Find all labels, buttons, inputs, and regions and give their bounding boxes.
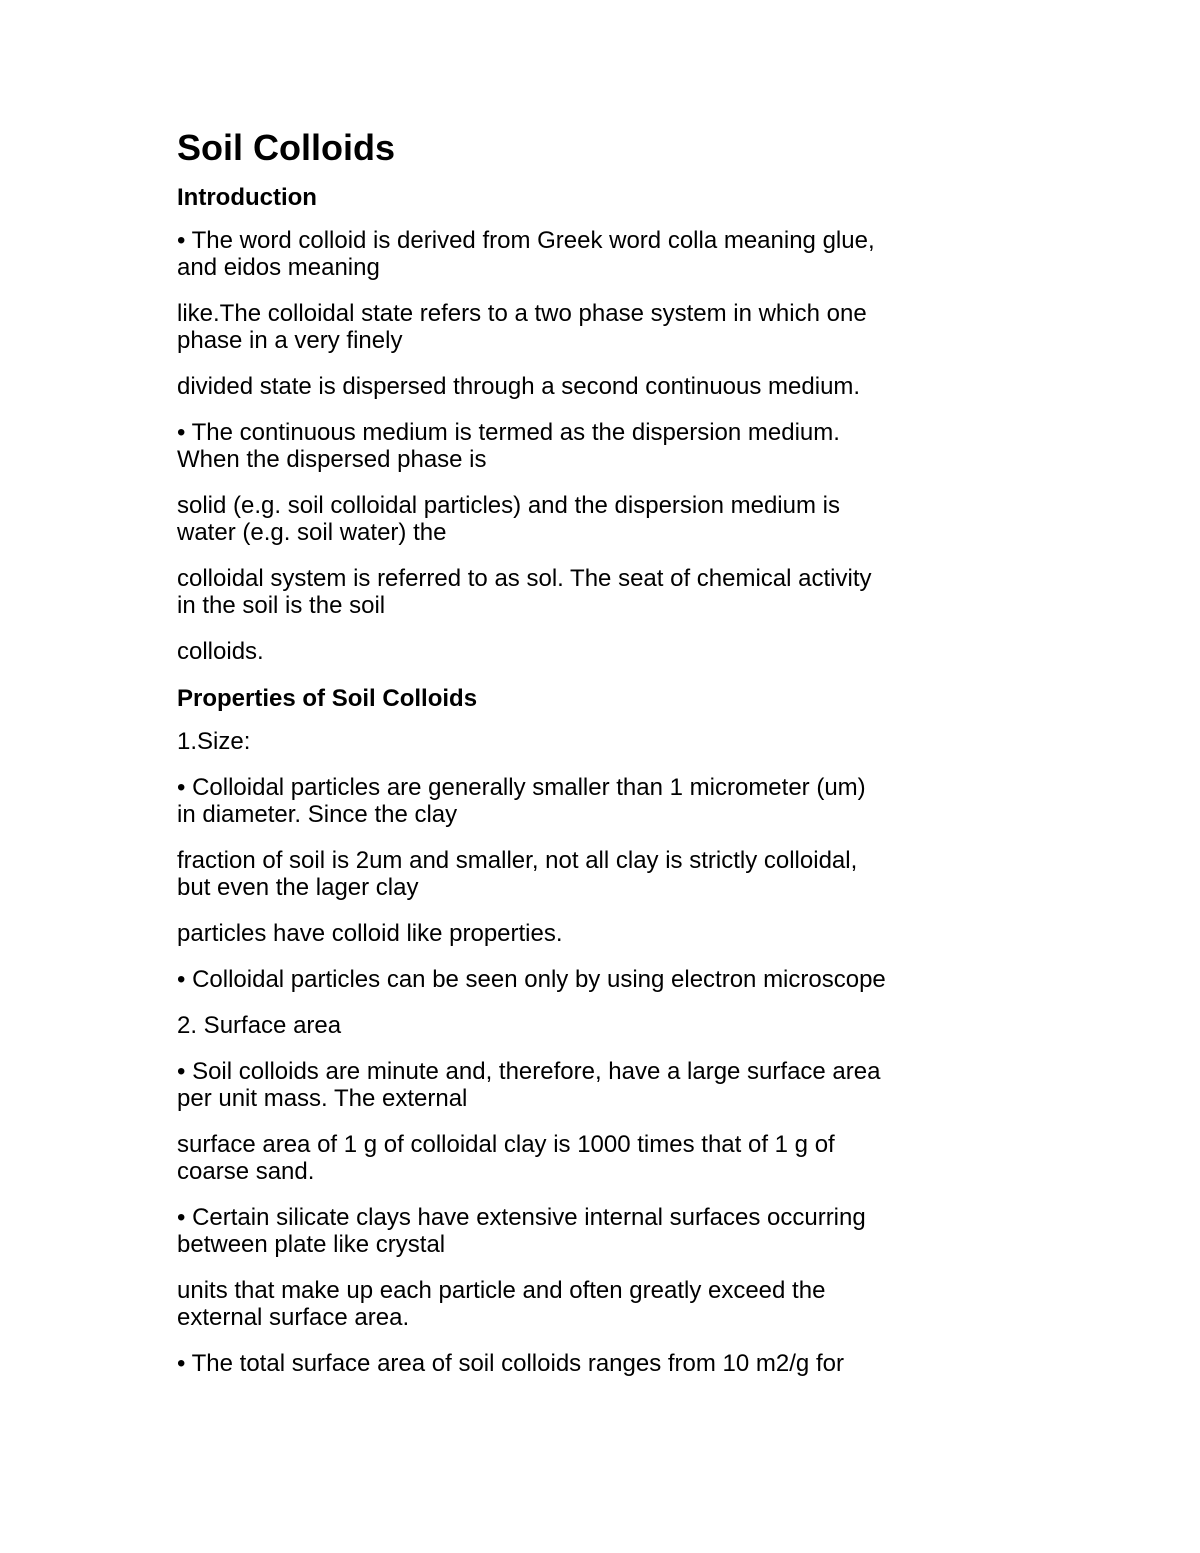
paragraph: solid (e.g. soil colloidal particles) and the dispersion medium is water (e.g. soil water) the	[177, 492, 840, 546]
paragraph: particles have colloid like properties.	[177, 920, 563, 947]
paragraph: units that make up each particle and often greatly exceed the external surface area.	[177, 1277, 826, 1331]
paragraph: surface area of 1 g of colloidal clay is 1000 times that of 1 g of coarse sand.	[177, 1131, 835, 1185]
document-body	[177, 125, 1037, 1396]
paragraph: colloids.	[177, 638, 264, 665]
paragraph: • Certain silicate clays have extensive internal surfaces occurring between plate like crystal	[177, 1204, 866, 1258]
paragraph: • Colloidal particles are generally smaller than 1 micrometer (um) in diameter. Since the clay	[177, 774, 866, 828]
paragraph: • Colloidal particles can be seen only by using electron microscope	[177, 966, 886, 993]
paragraph: • Soil colloids are minute and, therefore, have a large surface area per unit mass. The external	[177, 1058, 881, 1112]
paragraph: 2. Surface area	[177, 1012, 342, 1039]
paragraph: divided state is dispersed through a second continuous medium.	[177, 373, 861, 400]
document-title: Soil Colloids	[177, 127, 396, 168]
paragraph: • The continuous medium is termed as the dispersion medium. When the dispersed phase is	[177, 419, 840, 473]
paragraph: • The word colloid is derived from Greek word colla meaning glue, and eidos meaning	[177, 227, 875, 281]
paragraph: • The total surface area of soil colloids ranges from 10 m2/g for	[177, 1350, 844, 1377]
paragraph: fraction of soil is 2um and smaller, not all clay is strictly colloidal, but even the lager clay	[177, 847, 858, 901]
paragraph: colloidal system is referred to as sol. The seat of chemical activity in the soil is the soil	[177, 565, 872, 619]
paragraph: 1.Size:	[177, 728, 251, 755]
section-heading-properties: Properties of Soil Colloids	[177, 685, 478, 712]
paragraph: like.The colloidal state refers to a two phase system in which one phase in a very finely	[177, 300, 867, 354]
section-heading-introduction: Introduction	[177, 184, 317, 211]
